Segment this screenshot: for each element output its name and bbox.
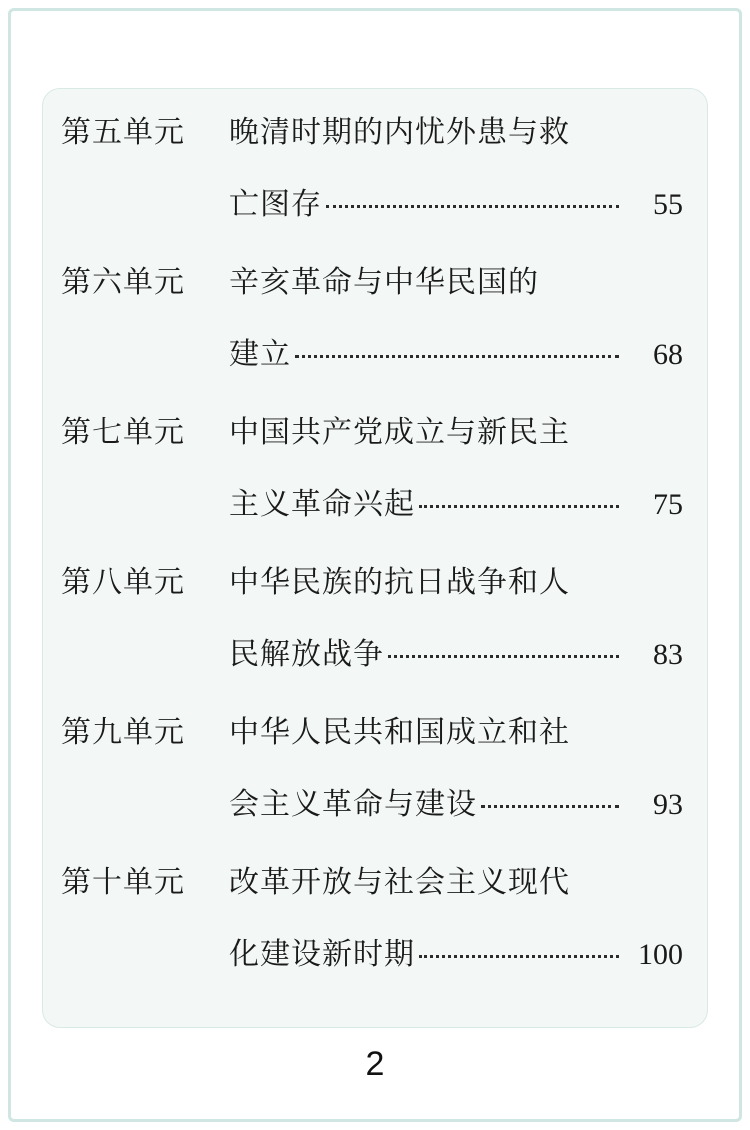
dot-leader — [326, 204, 619, 208]
dot-leader — [419, 504, 619, 508]
toc-title-line: 中华民族的抗日战争和人 — [229, 566, 570, 599]
toc-page-number: 100 — [638, 938, 683, 971]
list-item[interactable] — [61, 707, 683, 851]
toc-page-number: 83 — [653, 638, 683, 671]
toc-entry-second-line — [61, 479, 683, 551]
toc-entry-first-line — [61, 857, 683, 929]
toc-title-line: 建立 — [229, 338, 291, 371]
toc-unit-label: 第五单元 — [61, 116, 185, 149]
toc-unit-label: 第九单元 — [61, 716, 185, 749]
toc-entry-first-line — [61, 557, 683, 629]
dot-leader — [295, 354, 619, 358]
list-item[interactable] — [61, 557, 683, 701]
toc-title-line: 民解放战争 — [229, 638, 384, 671]
toc-page-number: 55 — [653, 188, 683, 221]
toc-entry-second-line — [61, 329, 683, 401]
toc-page-number: 75 — [653, 488, 683, 521]
toc-entry-first-line — [61, 257, 683, 329]
toc-entry-second-line — [61, 779, 683, 851]
toc-title-line: 中国共产党成立与新民主 — [229, 416, 570, 449]
table-of-contents-card — [42, 88, 708, 1028]
page-folio-number: 2 — [365, 1045, 385, 1083]
toc-entry-second-line — [61, 179, 683, 251]
list-item[interactable] — [61, 257, 683, 401]
toc-entry-first-line — [61, 407, 683, 479]
dot-leader — [388, 654, 619, 658]
toc-title-line: 会主义革命与建设 — [229, 788, 477, 821]
toc-page-number: 68 — [653, 338, 683, 371]
toc-unit-label: 第十单元 — [61, 866, 185, 899]
toc-title-line: 辛亥革命与中华民国的 — [229, 266, 539, 299]
toc-list — [61, 107, 683, 1001]
toc-entry-second-line — [61, 629, 683, 701]
list-item[interactable] — [61, 857, 683, 1001]
toc-title-line: 主义革命兴起 — [229, 488, 415, 521]
dot-leader — [481, 804, 619, 808]
list-item[interactable] — [61, 107, 683, 251]
toc-unit-label: 第八单元 — [61, 566, 185, 599]
toc-unit-label: 第六单元 — [61, 266, 185, 299]
toc-page-number: 93 — [653, 788, 683, 821]
toc-title-line: 化建设新时期 — [229, 938, 415, 971]
toc-title-line: 晚清时期的内忧外患与救 — [229, 116, 570, 149]
toc-title-line: 改革开放与社会主义现代 — [229, 866, 570, 899]
toc-entry-second-line — [61, 929, 683, 1001]
toc-entry-first-line — [61, 107, 683, 179]
toc-title-line: 亡图存 — [229, 188, 322, 221]
toc-title-line: 中华人民共和国成立和社 — [229, 716, 570, 749]
list-item[interactable] — [61, 407, 683, 551]
dot-leader — [419, 954, 619, 958]
toc-entry-first-line — [61, 707, 683, 779]
toc-unit-label: 第七单元 — [61, 416, 185, 449]
